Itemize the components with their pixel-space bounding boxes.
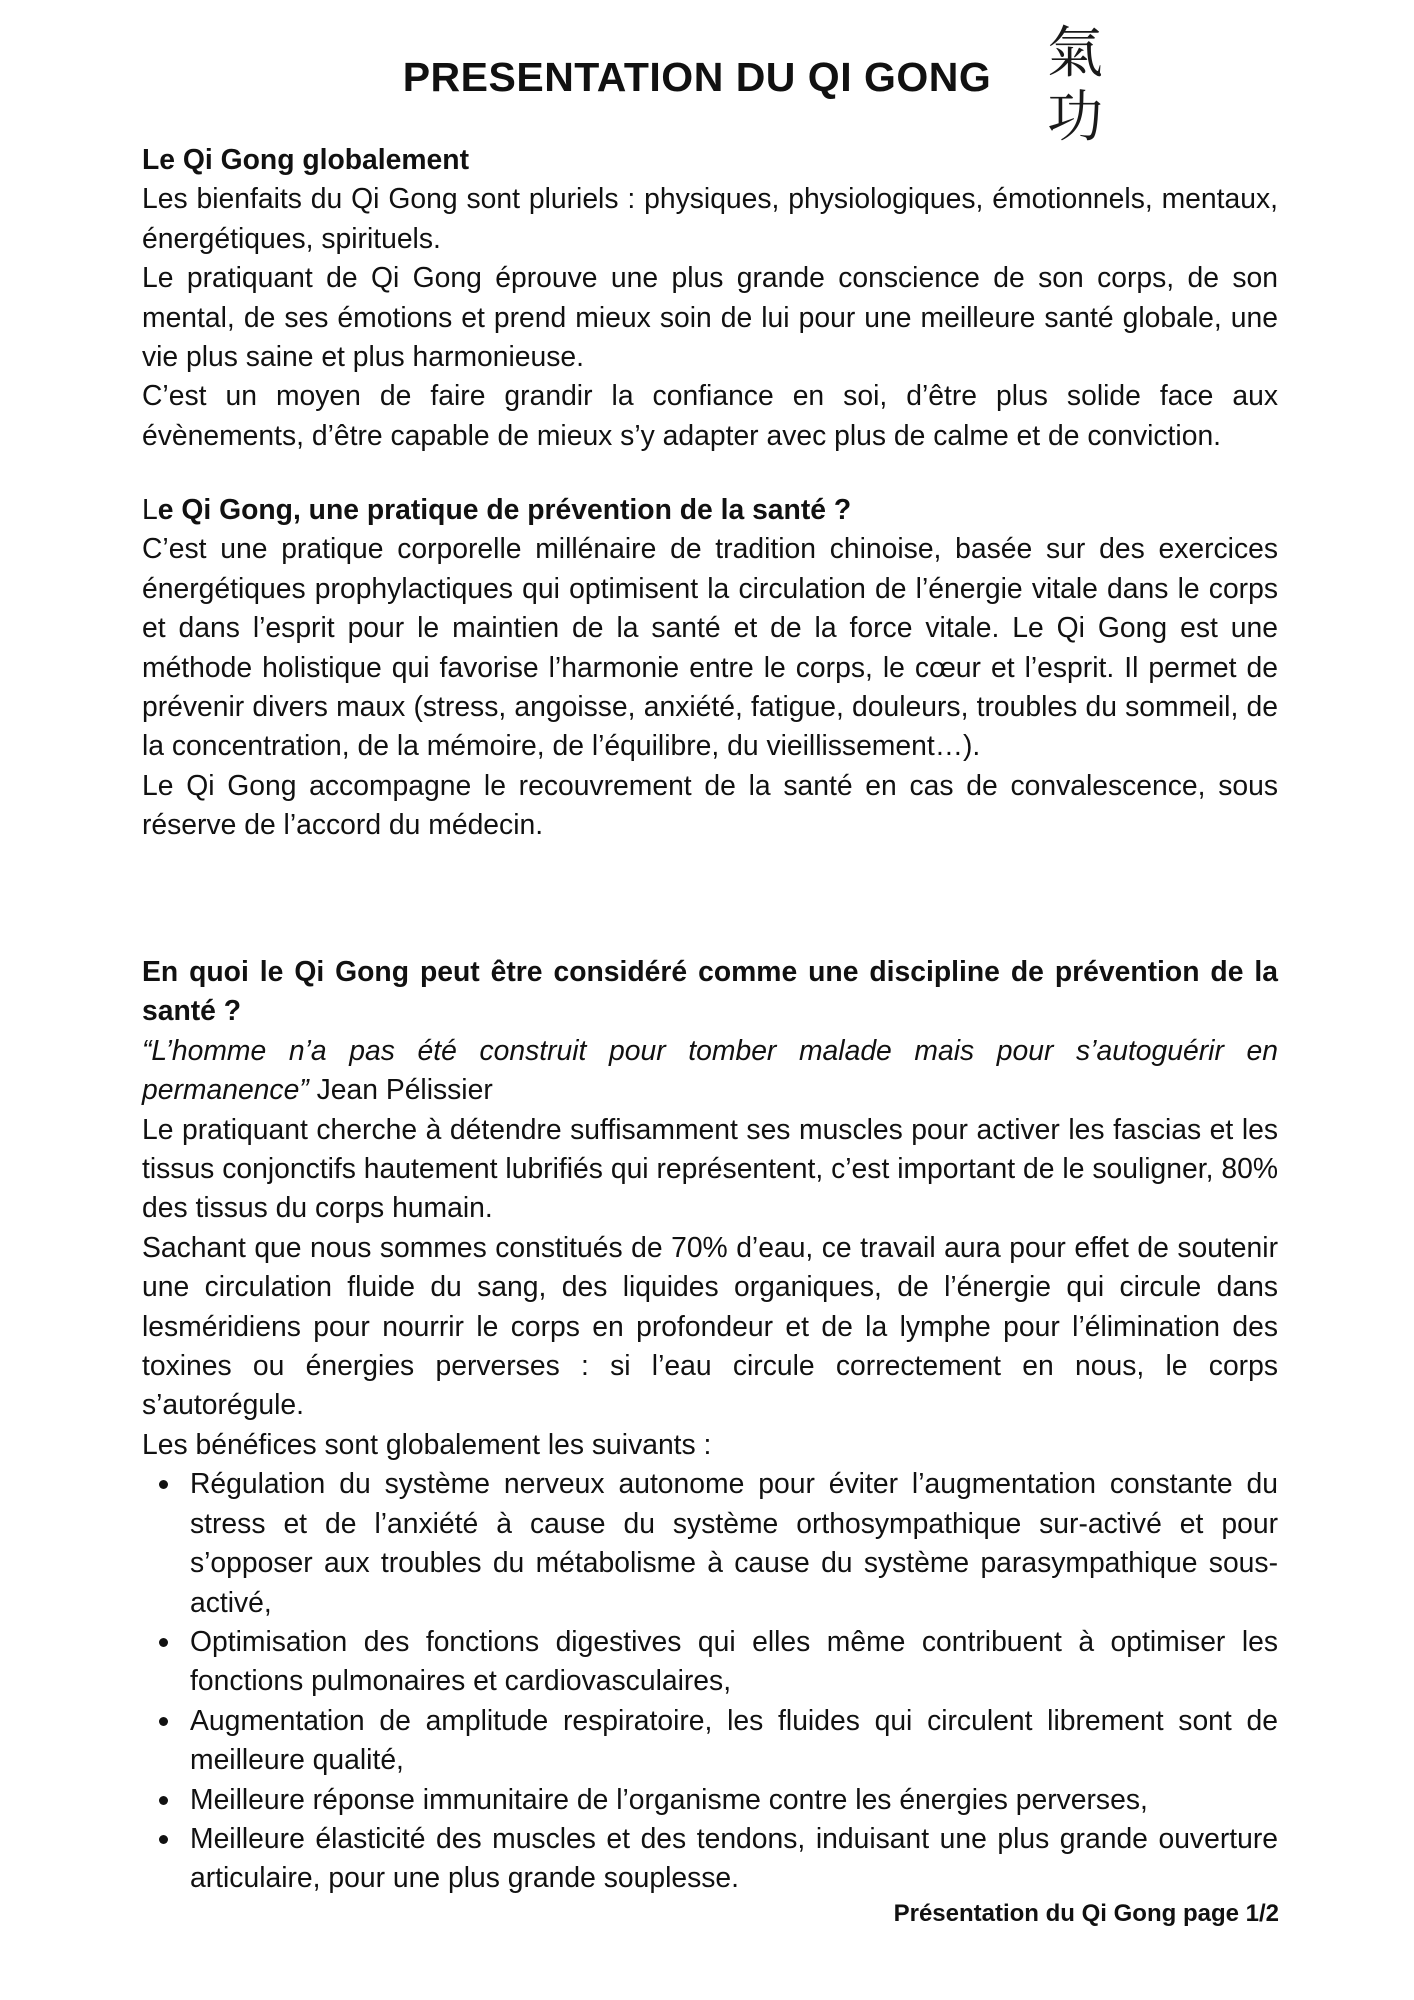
list-item: Optimisation des fonctions digestives qui elles même contribuent à optimiser les fonctions pulmonaires et cardiovasculaires, bbox=[190, 1622, 1278, 1701]
section-3-paragraph: Sachant que nous sommes constitués de 70% d’eau, ce travail aura pour effet de soutenir une circulation fluide du sang, des liquides organiques, de l’énergie qui circule dans lesméridiens pour nourrir le corps en profondeur et de la lymphe pour l’élimination des toxines ou énergies perverses : si l’eau circule correctement en nous, le corps s’autorégule. bbox=[142, 1230, 1278, 1421]
section-3-paragraph: Le pratiquant cherche à détendre suffisamment ses muscles pour activer les fascias et les tissus conjonctifs hautement lubrifiés qui représentent, c’est important de le souligner, 80% des tissus du corps humain. bbox=[142, 1112, 1278, 1224]
quote-paragraph bbox=[142, 1031, 1278, 1110]
section-1-heading: Le Qi Gong globalement bbox=[142, 143, 470, 175]
section-2-heading-initial: L bbox=[142, 493, 158, 525]
quote-text: “L’homme n’a pas été construit pour tomber malade mais pour s’autoguérir en permanence” bbox=[142, 1033, 1278, 1106]
list-item: Meilleure réponse immunitaire de l’organisme contre les énergies perverses, bbox=[190, 1780, 1278, 1819]
section-3-paragraph: Les bénéfices sont globalement les suivants : bbox=[142, 1427, 712, 1460]
qi-gong-calligraphy-logo bbox=[1040, 22, 1110, 150]
section-2-heading-rest: e Qi Gong, une pratique de prévention de la santé ? bbox=[157, 493, 852, 525]
section-3-heading: En quoi le Qi Gong peut être considéré comme une discipline de prévention de la santé ? bbox=[142, 955, 1278, 1027]
section-1 bbox=[142, 140, 1278, 455]
title-row bbox=[0, 54, 1414, 101]
qi-character: 氣 bbox=[1047, 21, 1103, 86]
list-item: Régulation du système nerveux autonome pour éviter l’augmentation constante du stress et de l’anxiété à cause du système orthosympathique sur-activé et pour s’opposer aux troubles du métabolisme à cause du système parasympathique sous-activé, bbox=[190, 1464, 1278, 1622]
page-title: PRESENTATION DU QI GONG bbox=[402, 54, 992, 100]
page-footer: Présentation du Qi Gong page 1/2 bbox=[893, 1900, 1279, 1927]
section-1-paragraph: C’est un moyen de faire grandir la confiance en soi, d’être plus solide face aux évènements, d’être capable de mieux s’y adapter avec plus de calme et de conviction. bbox=[142, 379, 1278, 451]
section-1-paragraph: Les bienfaits du Qi Gong sont pluriels : physiques, physiologiques, émotionnels, mentaux, énergétiques, spirituels. bbox=[142, 182, 1278, 254]
section-3 bbox=[142, 952, 1278, 1898]
benefits-list bbox=[142, 1464, 1278, 1897]
section-2-paragraph: C’est une pratique corporelle millénaire de tradition chinoise, basée sur des exercices énergétiques prophylactiques qui optimisent la circulation de l’énergie vitale dans le corps et dans l’esprit pour le maintien de la santé et de la force vitale. Le Qi Gong est une méthode holistique qui favorise l’harmonie entre le corps, le cœur et l’esprit. Il permet de prévenir divers maux (stress, angoisse, anxiété, fatigue, douleurs, troubles du sommeil, de la concentration, de la mémoire, de l’équilibre, du vieillissement…). bbox=[142, 532, 1278, 762]
quote-author: Jean Pélissier bbox=[308, 1073, 493, 1106]
section-2-paragraph: Le Qi Gong accompagne le recouvrement de la santé en cas de convalescence, sous réserve de l’accord du médecin. bbox=[142, 768, 1278, 841]
gong-character: 功 bbox=[1047, 85, 1103, 150]
section-2 bbox=[142, 490, 1278, 845]
section-2-heading bbox=[142, 490, 1278, 529]
section-1-paragraph: Le pratiquant de Qi Gong éprouve une plus grande conscience de son corps, de son mental, de ses émotions et prend mieux soin de lui pour une meilleure santé globale, une vie plus saine et plus harmonieuse. bbox=[142, 261, 1278, 373]
list-item: Meilleure élasticité des muscles et des tendons, induisant une plus grande ouverture articulaire, pour une plus grande souplesse. bbox=[190, 1819, 1278, 1898]
list-item: Augmentation de amplitude respiratoire, les fluides qui circulent librement sont de meilleure qualité, bbox=[190, 1701, 1278, 1780]
